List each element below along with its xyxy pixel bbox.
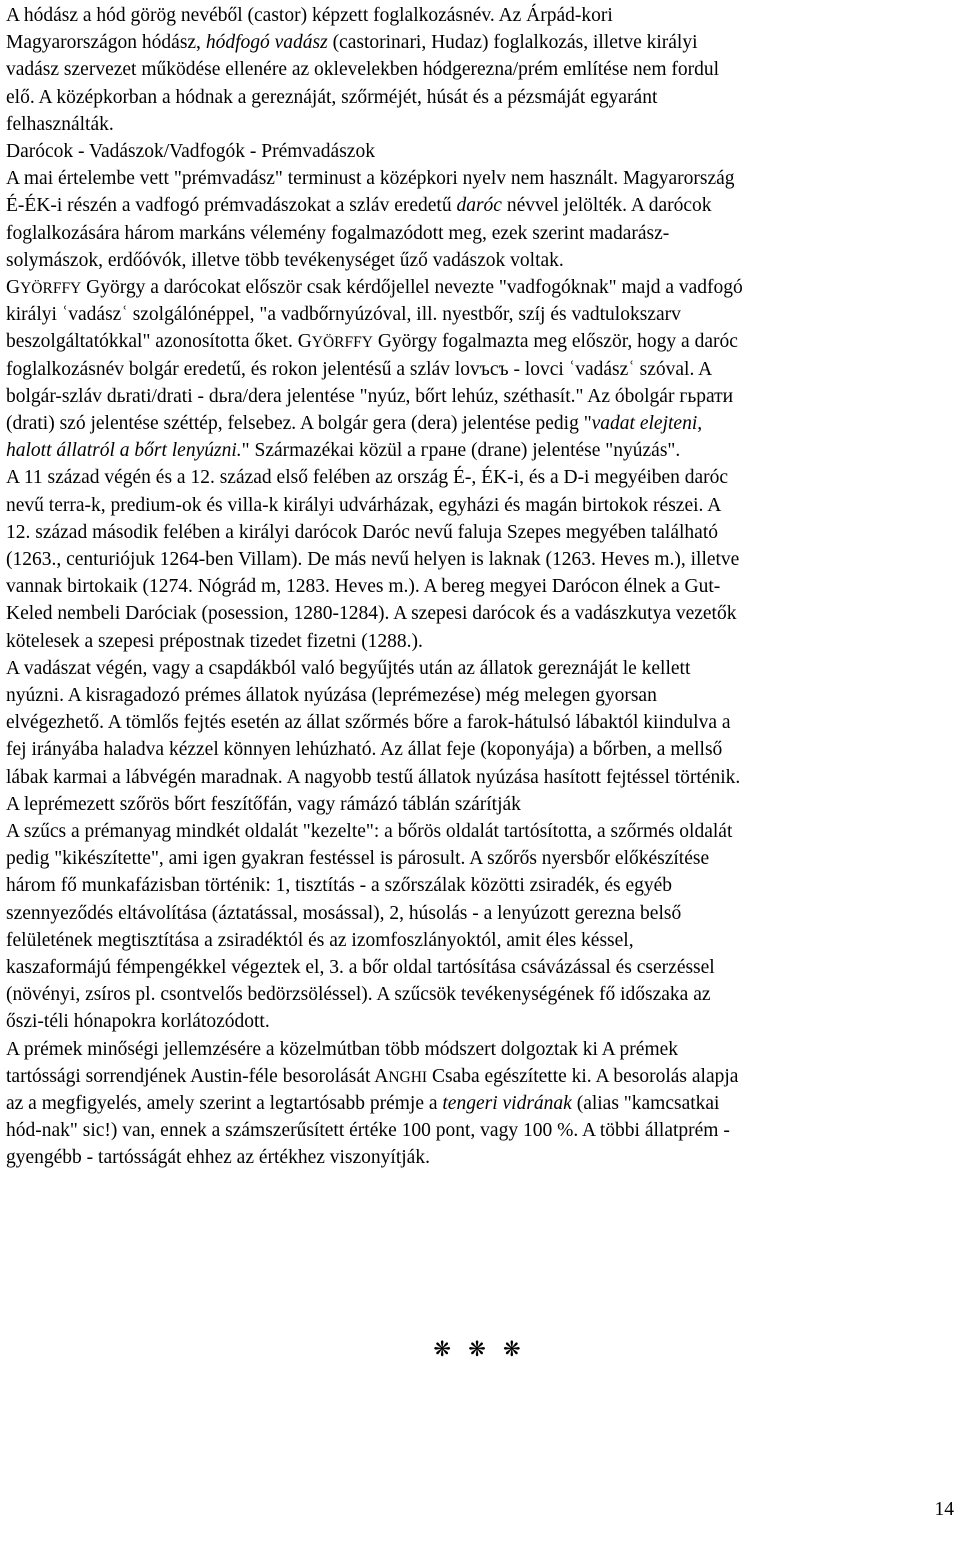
text-line bbox=[6, 30, 698, 56]
text-run: solymászok, erdőóvók, illetve több tevékenységet űző vadászok voltak. bbox=[6, 249, 564, 271]
text-run: névvel jelölték. A darócok bbox=[501, 195, 712, 217]
text-run: Darócok - Vadászok/Vadfogók - Prémvadászok bbox=[6, 141, 375, 162]
text-run: az a megfigyelés, amely szerint a legtartósabb prémje a bbox=[6, 1093, 443, 1114]
text-run: vadász szervezet működése ellenére az oklevelekben hódgerezna/prém említése nem fordul bbox=[6, 59, 720, 81]
text-line bbox=[6, 3, 613, 29]
text-line bbox=[6, 357, 712, 383]
text-line bbox=[6, 901, 681, 927]
text-line bbox=[6, 982, 711, 1008]
italic-text: halott állatról a bőrt lenyúzni. bbox=[6, 440, 242, 462]
text-run: YÖRFFY bbox=[311, 334, 373, 352]
text-run: vannak birtokaik (1274. Nógrád m, 1283. Heves m.). A bereg megyei Darócon élnek a Gut- bbox=[6, 576, 721, 598]
text-line bbox=[6, 248, 564, 274]
text-run: Csaba egészítette ki. A besorolás alapja bbox=[427, 1065, 739, 1087]
text-line bbox=[6, 547, 739, 573]
text-run: NGHI bbox=[388, 1068, 428, 1086]
text-line bbox=[6, 873, 672, 899]
text-run: tartóssági sorrendjének Austin-féle besorolását A bbox=[6, 1065, 389, 1087]
text-line bbox=[6, 737, 722, 763]
text-run: Keled nembeli Daróciak (posession, 1280-1284). A szepesi darócok és a vadászkutya vezetők bbox=[6, 603, 737, 625]
text-line bbox=[6, 683, 657, 709]
text-line bbox=[6, 629, 423, 655]
text-run: nevű terra-k, predium-ok és villa-k királyi udvárházak, egyházi és magán birtokok részei. A bbox=[6, 494, 722, 516]
text-line bbox=[6, 85, 657, 111]
section-separator: ❋ ❋ ❋ bbox=[433, 1337, 527, 1361]
section-heading bbox=[6, 139, 375, 165]
text-line bbox=[6, 656, 690, 682]
text-run: György a darócokat először csak kérdőjellel nevezte "vadfogóknak" majd a vadfogó bbox=[81, 277, 743, 298]
text-run: felhasználták. bbox=[6, 113, 114, 135]
text-line bbox=[6, 1145, 430, 1171]
text-run: kötelesek a szepesi prépostnak tizedet fizetni (1288.). bbox=[6, 630, 423, 652]
text-run: gyengébb - tartósságát ehhez az értékhez viszonyítják. bbox=[6, 1147, 430, 1169]
text-line bbox=[6, 846, 709, 872]
text-run: (drati) szó jelentése széttép, felsebez. A bolgár gera (dera) jelentése pedig " bbox=[6, 413, 592, 434]
text-run: 12. század második felében a királyi darócok Daróc nevű faluja Szepes megyében található bbox=[6, 521, 718, 543]
text-run: felületének megtisztítása a zsiradéktól és az izomfoszlányoktól, amit éles késsel, bbox=[6, 929, 634, 951]
text-run: A mai értelembe vett "prémvadász" terminust a középkori nyelv nem használt. Magyarország bbox=[6, 168, 735, 190]
text-line bbox=[6, 765, 740, 791]
text-run: É-ÉK-i részén a vadfogó prémvadászokat a szláv eredetű bbox=[6, 195, 457, 217]
text-run: beszolgáltatókkal" azonosította őket. G bbox=[6, 331, 312, 353]
text-line bbox=[6, 601, 736, 627]
text-run: A 11 század végén és a 12. század első felében az ország É-, ÉK-i, és a D-i megyéiben daróc bbox=[6, 467, 729, 489]
text-run: György fogalmazta meg először, hogy a daróc bbox=[372, 331, 738, 353]
text-line bbox=[6, 329, 738, 356]
text-run: nyúzni. A kisragadozó prémes állatok nyúzása (leprémezése) még melegen gyorsan bbox=[6, 685, 657, 706]
text-run: bolgár-szláv dьrati/drati - dьra/dera jelentése "nyúz, bőrt lehúz, széthasít." Az óbolgár гьрати bbox=[6, 385, 734, 407]
text-line bbox=[6, 302, 681, 328]
text-line bbox=[6, 465, 728, 491]
text-run: (alias "kamcsatkai bbox=[571, 1093, 720, 1114]
italic-text: vadat elejteni, bbox=[591, 413, 703, 434]
text-line bbox=[6, 1118, 730, 1144]
text-line bbox=[6, 520, 718, 546]
text-line bbox=[6, 221, 669, 247]
text-run: A leprémezett szőrös bőrt feszítőfán, vagy rámázó táblán szárítják bbox=[6, 793, 521, 815]
text-run: elő. A középkorban a hódnak a gereznáját, szőrméjét, húsát és a pézsmáját egyaránt bbox=[6, 86, 658, 108]
text-line bbox=[6, 710, 731, 736]
text-line bbox=[6, 193, 712, 219]
text-run: fej irányába haladva kézzel könnyen lehúzható. Az állat feje (koponyája) a bőrben, a mellső bbox=[6, 739, 723, 761]
text-line bbox=[6, 411, 702, 437]
text-run: A szűcs a prémanyag mindkét oldalát "kezelte": a bőrös oldalát tartósította, a szőrmés oldalát bbox=[6, 821, 733, 842]
page-number: 14 bbox=[934, 1499, 954, 1520]
text-run: hód-nak" sic!) van, ennek a számszerűsített értéke 100 pont, vagy 100 %. A többi állatprém - bbox=[6, 1120, 730, 1142]
italic-text: hódfogó vadász bbox=[205, 32, 328, 54]
text-run: három fő munkafázisban történik: 1, tisztítás - a szőrszálak közötti zsiradék, és egyéb bbox=[6, 875, 673, 897]
text-line bbox=[6, 166, 735, 192]
text-line bbox=[6, 384, 733, 410]
text-run: YÖRFFY bbox=[20, 280, 82, 297]
text-run: elvégezhető. A tömlős fejtés esetén az állat szőrmés bőre a farok-hátulsó lábaktól kiindulva a bbox=[6, 712, 731, 734]
text-line bbox=[6, 1037, 678, 1063]
text-line bbox=[6, 1009, 270, 1035]
text-run: G bbox=[6, 277, 21, 298]
text-run: Magyarországon hódász, bbox=[6, 32, 206, 54]
text-line bbox=[6, 819, 732, 845]
text-run: (1263., centuriójuk 1264-ben Villam). De más nevű helyen is laknak (1263. Heves m.), illetve bbox=[6, 549, 740, 570]
text-run: (castorinari, Hudaz) foglalkozás, illetve királyi bbox=[327, 32, 698, 54]
text-line bbox=[6, 438, 680, 464]
text-run: (növényi, zsíros pl. csontvelős bedörzsöléssel). A szűcsök tevékenységének fő időszaka az bbox=[6, 984, 711, 1006]
text-line bbox=[6, 1064, 738, 1091]
text-run: szennyeződés eltávolítása (áztatással, mosással), 2, húsolás - a lenyúzott gerezna belső bbox=[6, 902, 682, 924]
text-line bbox=[6, 493, 721, 519]
text-line bbox=[6, 574, 720, 600]
text-run: A prémek minőségi jellemzésére a közelmútban több módszert dolgoztak ki A prémek bbox=[6, 1038, 679, 1060]
text-run: A hódász a hód görög nevéből (castor) képzett foglalkozásnév. Az Árpád-kori bbox=[6, 5, 613, 26]
text-line bbox=[6, 275, 743, 302]
text-run: királyi ʿvadászʿ szolgálónéppel, "a vadbőrnyúzóval, ill. nyestbőr, szíj és vadtulokszarv bbox=[6, 304, 681, 326]
text-line bbox=[6, 57, 719, 83]
italic-text: daróc bbox=[456, 195, 502, 217]
text-line bbox=[6, 955, 715, 981]
text-run: " Származékai közül a гране (drane) jelentése "nyúzás". bbox=[241, 440, 681, 462]
text-run: őszi-téli hónapokra korlátozódott. bbox=[6, 1011, 270, 1033]
text-run: foglalkozásnév bolgár eredetű, és rokon jelentésű a szláv lovъсъ - lovci ʿvadászʿ szóval. A bbox=[6, 358, 713, 380]
text-line bbox=[6, 928, 634, 954]
text-line bbox=[6, 792, 521, 818]
text-run: foglalkozására három markáns vélemény fogalmazódott meg, ezek szerint madarász- bbox=[6, 222, 670, 244]
text-run: A vadászat végén, vagy a csapdákból való begyűjtés után az állatok gereznáját le kellett bbox=[6, 657, 691, 679]
text-run: lábak karmai a lábvégén maradnak. A nagyobb testű állatok nyúzása hasított fejtéssel történik. bbox=[6, 766, 741, 788]
text-run: kaszaformájú fémpengékkel végeztek el, 3. a bőr oldal tartósítása csávázással és cserzéssel bbox=[6, 957, 715, 978]
text-run: pedig "kikészítette", ami igen gyakran festéssel is párosult. A szőrős nyersbőr előkészítése bbox=[6, 848, 710, 870]
text-line bbox=[6, 1091, 719, 1117]
text-line bbox=[6, 112, 114, 138]
italic-text: tengeri vidrának bbox=[442, 1093, 572, 1114]
